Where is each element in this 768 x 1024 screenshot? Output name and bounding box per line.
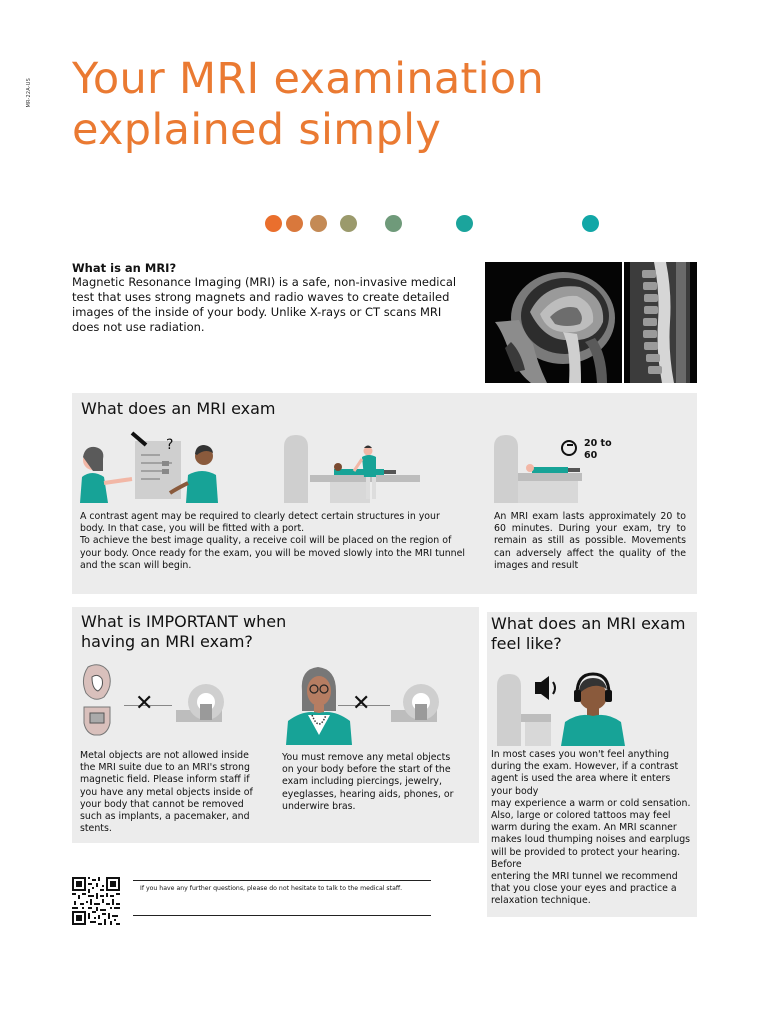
cross-icon-right: ✕ xyxy=(352,691,371,716)
exam-left-text: A contrast agent may be required to clearly detect certain structures in your body. In that case, you will be fitted with a port. To achieve the best image quality, a receive coil will be placed on the region of your body. Once ready for the exam, you will be moved slowly into the MRI tunnel and the scan will begin. xyxy=(80,511,465,571)
title-line-1: Your MRI examination xyxy=(72,54,545,104)
footer-line-bottom xyxy=(133,915,431,916)
consultation-illustration xyxy=(80,431,220,503)
exam-right-text: An MRI exam lasts approximately 20 to 60 minutes. During your exam, try to remain as still as possible. Movements can adversely affect the quality of the images and result xyxy=(494,511,686,571)
intro-body: Magnetic Resonance Imaging (MRI) is a safe, non-invasive medical test that uses strong magnets and radio waves to create detailed images of the inside of your body. Unlike X-rays or CT scans MRI does not use radiation. xyxy=(72,275,457,334)
footer-line-top xyxy=(133,880,431,881)
feel-text: In most cases you won't feel anything during the exam. However, if a contrast agent is used the area where it enters your body may experience a warm or cold sensation. Also, large or colored tattoos may feel warm during the exam. An MRI scanner makes loud thumping noises and earplugs will be provided to protect your hearing. Before entering the MRI tunnel we recommend that you close your eyes and practice a relaxation technique. xyxy=(491,749,691,907)
scanner-icon-left xyxy=(176,682,224,724)
feel-panel xyxy=(487,612,697,917)
document-code: MR-22A-US xyxy=(26,78,32,108)
feel-panel-title: What does an MRI exam feel like? xyxy=(491,614,686,653)
cross-icon-left: ✕ xyxy=(135,691,154,716)
dot-6 xyxy=(456,215,473,232)
intro-heading: What is an MRI? xyxy=(72,261,177,275)
qr-code-image xyxy=(72,877,120,925)
dot-3 xyxy=(310,215,327,232)
mri-spine-scan-image xyxy=(624,262,697,383)
important-panel xyxy=(72,607,479,843)
title-line-2: explained simply xyxy=(72,105,442,155)
dot-7 xyxy=(582,215,599,232)
woman-with-jewelry-illustration xyxy=(284,663,354,745)
dot-1 xyxy=(265,215,282,232)
important-panel-title: What is IMPORTANT when having an MRI exam? xyxy=(81,612,287,651)
dot-5 xyxy=(385,215,402,232)
scanner-icon-right xyxy=(391,682,439,724)
footer-note: If you have any further questions, please do not hesitate to talk to the medical staff. xyxy=(140,885,403,892)
clock-icon xyxy=(561,440,577,456)
important-right-text: You must remove any metal objects on your body before the start of the exam including piercings, jewelry, eyeglasses, hearing aids, phones, or underwire bras. xyxy=(282,752,454,812)
clock-hand xyxy=(567,444,573,446)
dot-4 xyxy=(340,215,357,232)
important-left-text: Metal objects are not allowed inside the MRI suite due to an MRI's strong magnetic field. Please inform staff if you have any metal objects inside of your body that cannot be removed such as implants, a pacemaker, and stents. xyxy=(80,750,253,835)
exam-panel-title: What does an MRI exam xyxy=(81,399,276,418)
duration-label: 20 to 60 xyxy=(584,438,612,461)
page-title xyxy=(72,54,544,156)
dot-2 xyxy=(286,215,303,232)
exam-panel xyxy=(72,393,697,594)
patient-with-headphones-illustration xyxy=(495,670,625,746)
implants-illustration xyxy=(80,663,115,739)
scanner-with-nurse-illustration xyxy=(280,431,425,503)
mri-head-scan-image xyxy=(485,262,622,383)
svg-text:?: ? xyxy=(166,437,174,453)
